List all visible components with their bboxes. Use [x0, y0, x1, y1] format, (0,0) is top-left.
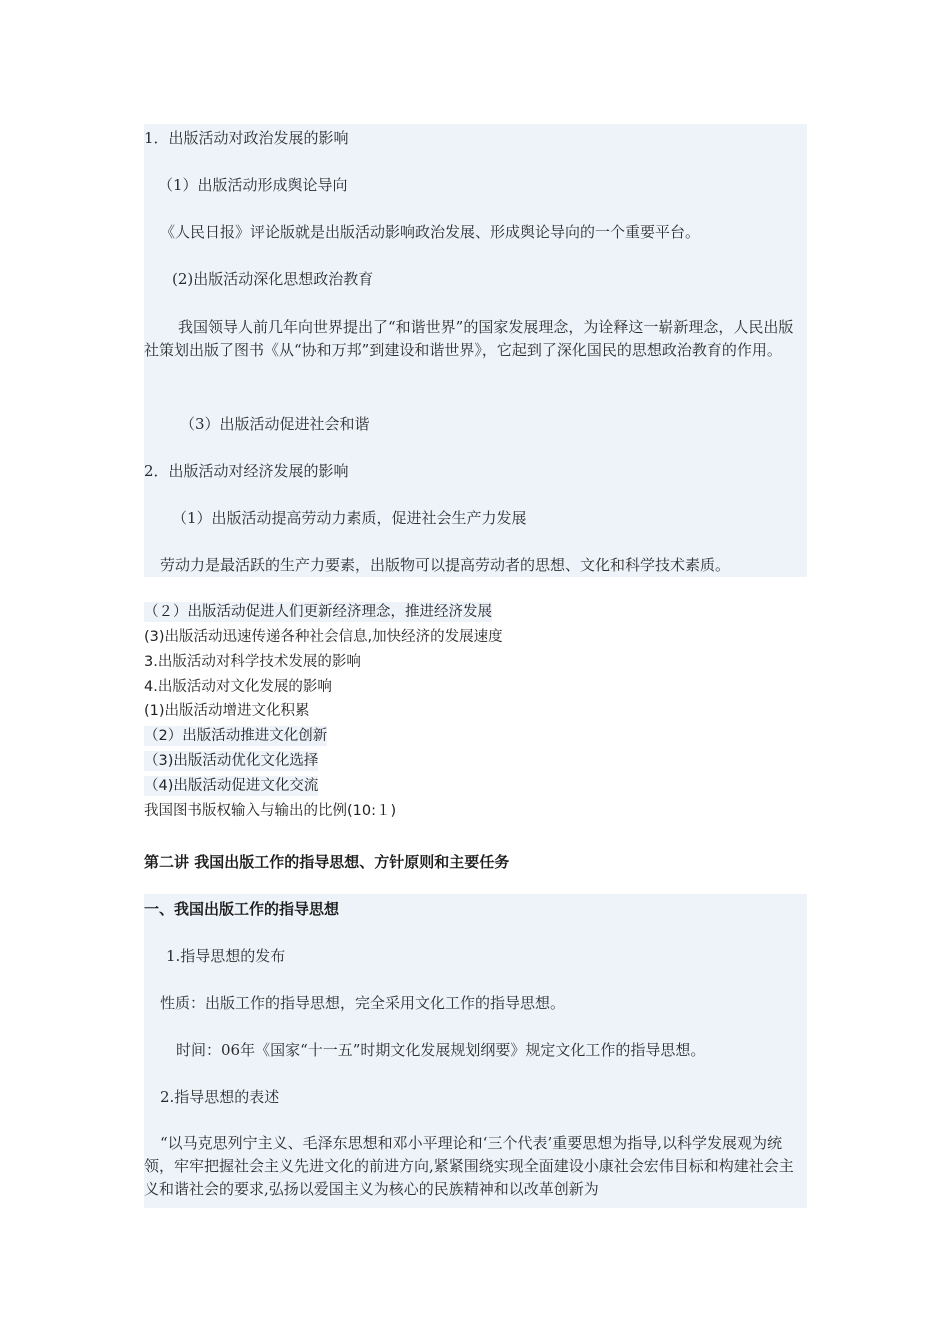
- paragraph-peoples-daily: 《人民日报》评论版就是出版活动影响政治发展、形成舆论导向的一个重要平台。: [160, 223, 701, 241]
- item-cultural-innovation: （2）出版活动推进文化创新: [144, 728, 328, 744]
- paragraph-ideology-statement: “以马克思列宁主义、毛泽东思想和邓小平理论和‘三个代表’重要思想为指导,以科学发展观为统领，牢牢把握社会主义先进文化的前进方向,紧紧围绕实现全面建设小康社会宏伟目标和构建社会主义和谐社会的要求,弘扬以爱国主义为核心的民族精神和以改革创新为: [144, 1134, 794, 1198]
- item-economic-concept: （２）出版活动促进人们更新经济理念，推进经济发展: [144, 604, 492, 620]
- section-heading-guiding-ideology: 一、我国出版工作的指导思想: [144, 900, 340, 918]
- heading-economy: 2．出版活动对经济发展的影响: [144, 462, 349, 480]
- lecture-title: 第二讲 我国出版工作的指导思想、方针原则和主要任务: [144, 853, 510, 871]
- heading-culture: 4.出版活动对文化发展的影响: [144, 679, 332, 695]
- heading-politics: 1．出版活动对政治发展的影响: [144, 129, 349, 147]
- subheading-social-harmony: （3）出版活动促进社会和谐: [180, 415, 370, 433]
- paragraph-nature: 性质：出版工作的指导思想，完全采用文化工作的指导思想。: [160, 994, 566, 1012]
- item-cultural-accumulation: (1)出版活动增进文化积累: [144, 703, 310, 719]
- subheading-labor-quality: （1）出版活动提高劳动力素质，促进社会生产力发展: [172, 509, 527, 527]
- subheading-public-opinion: （1）出版活动形成舆论导向: [158, 176, 348, 194]
- paragraph-labor-force: 劳动力是最活跃的生产力要素，出版物可以提高劳动者的思想、文化和科学技术素质。: [160, 556, 731, 574]
- subheading-release: 1.指导思想的发布: [166, 947, 286, 965]
- item-social-information: (3)出版活动迅速传递各种社会信息,加快经济的发展速度: [144, 629, 503, 645]
- subheading-ideology-education: (2)出版活动深化思想政治教育: [172, 270, 374, 288]
- heading-science-technology: 3.出版活动对科学技术发展的影响: [144, 654, 361, 670]
- subheading-expression: 2.指导思想的表述: [160, 1088, 280, 1106]
- item-copyright-ratio: 我国图书版权输入与输出的比例(10:１): [144, 803, 397, 819]
- item-cultural-exchange: （4)出版活动促进文化交流: [144, 778, 319, 794]
- item-cultural-selection: （3)出版活动优化文化选择: [144, 753, 319, 769]
- paragraph-time: 时间：06年《国家“十一五”时期文化发展规划纲要》规定文化工作的指导思想。: [176, 1041, 706, 1059]
- paragraph-harmonious-world: 我国领导人前几年向世界提出了“和谐世界”的国家发展理念，为诠释这一崭新理念，人民出版社策划出版了图书《从“协和万邦”到建设和谐世界》，它起到了深化国民的思想政治教育的作用。: [144, 318, 794, 359]
